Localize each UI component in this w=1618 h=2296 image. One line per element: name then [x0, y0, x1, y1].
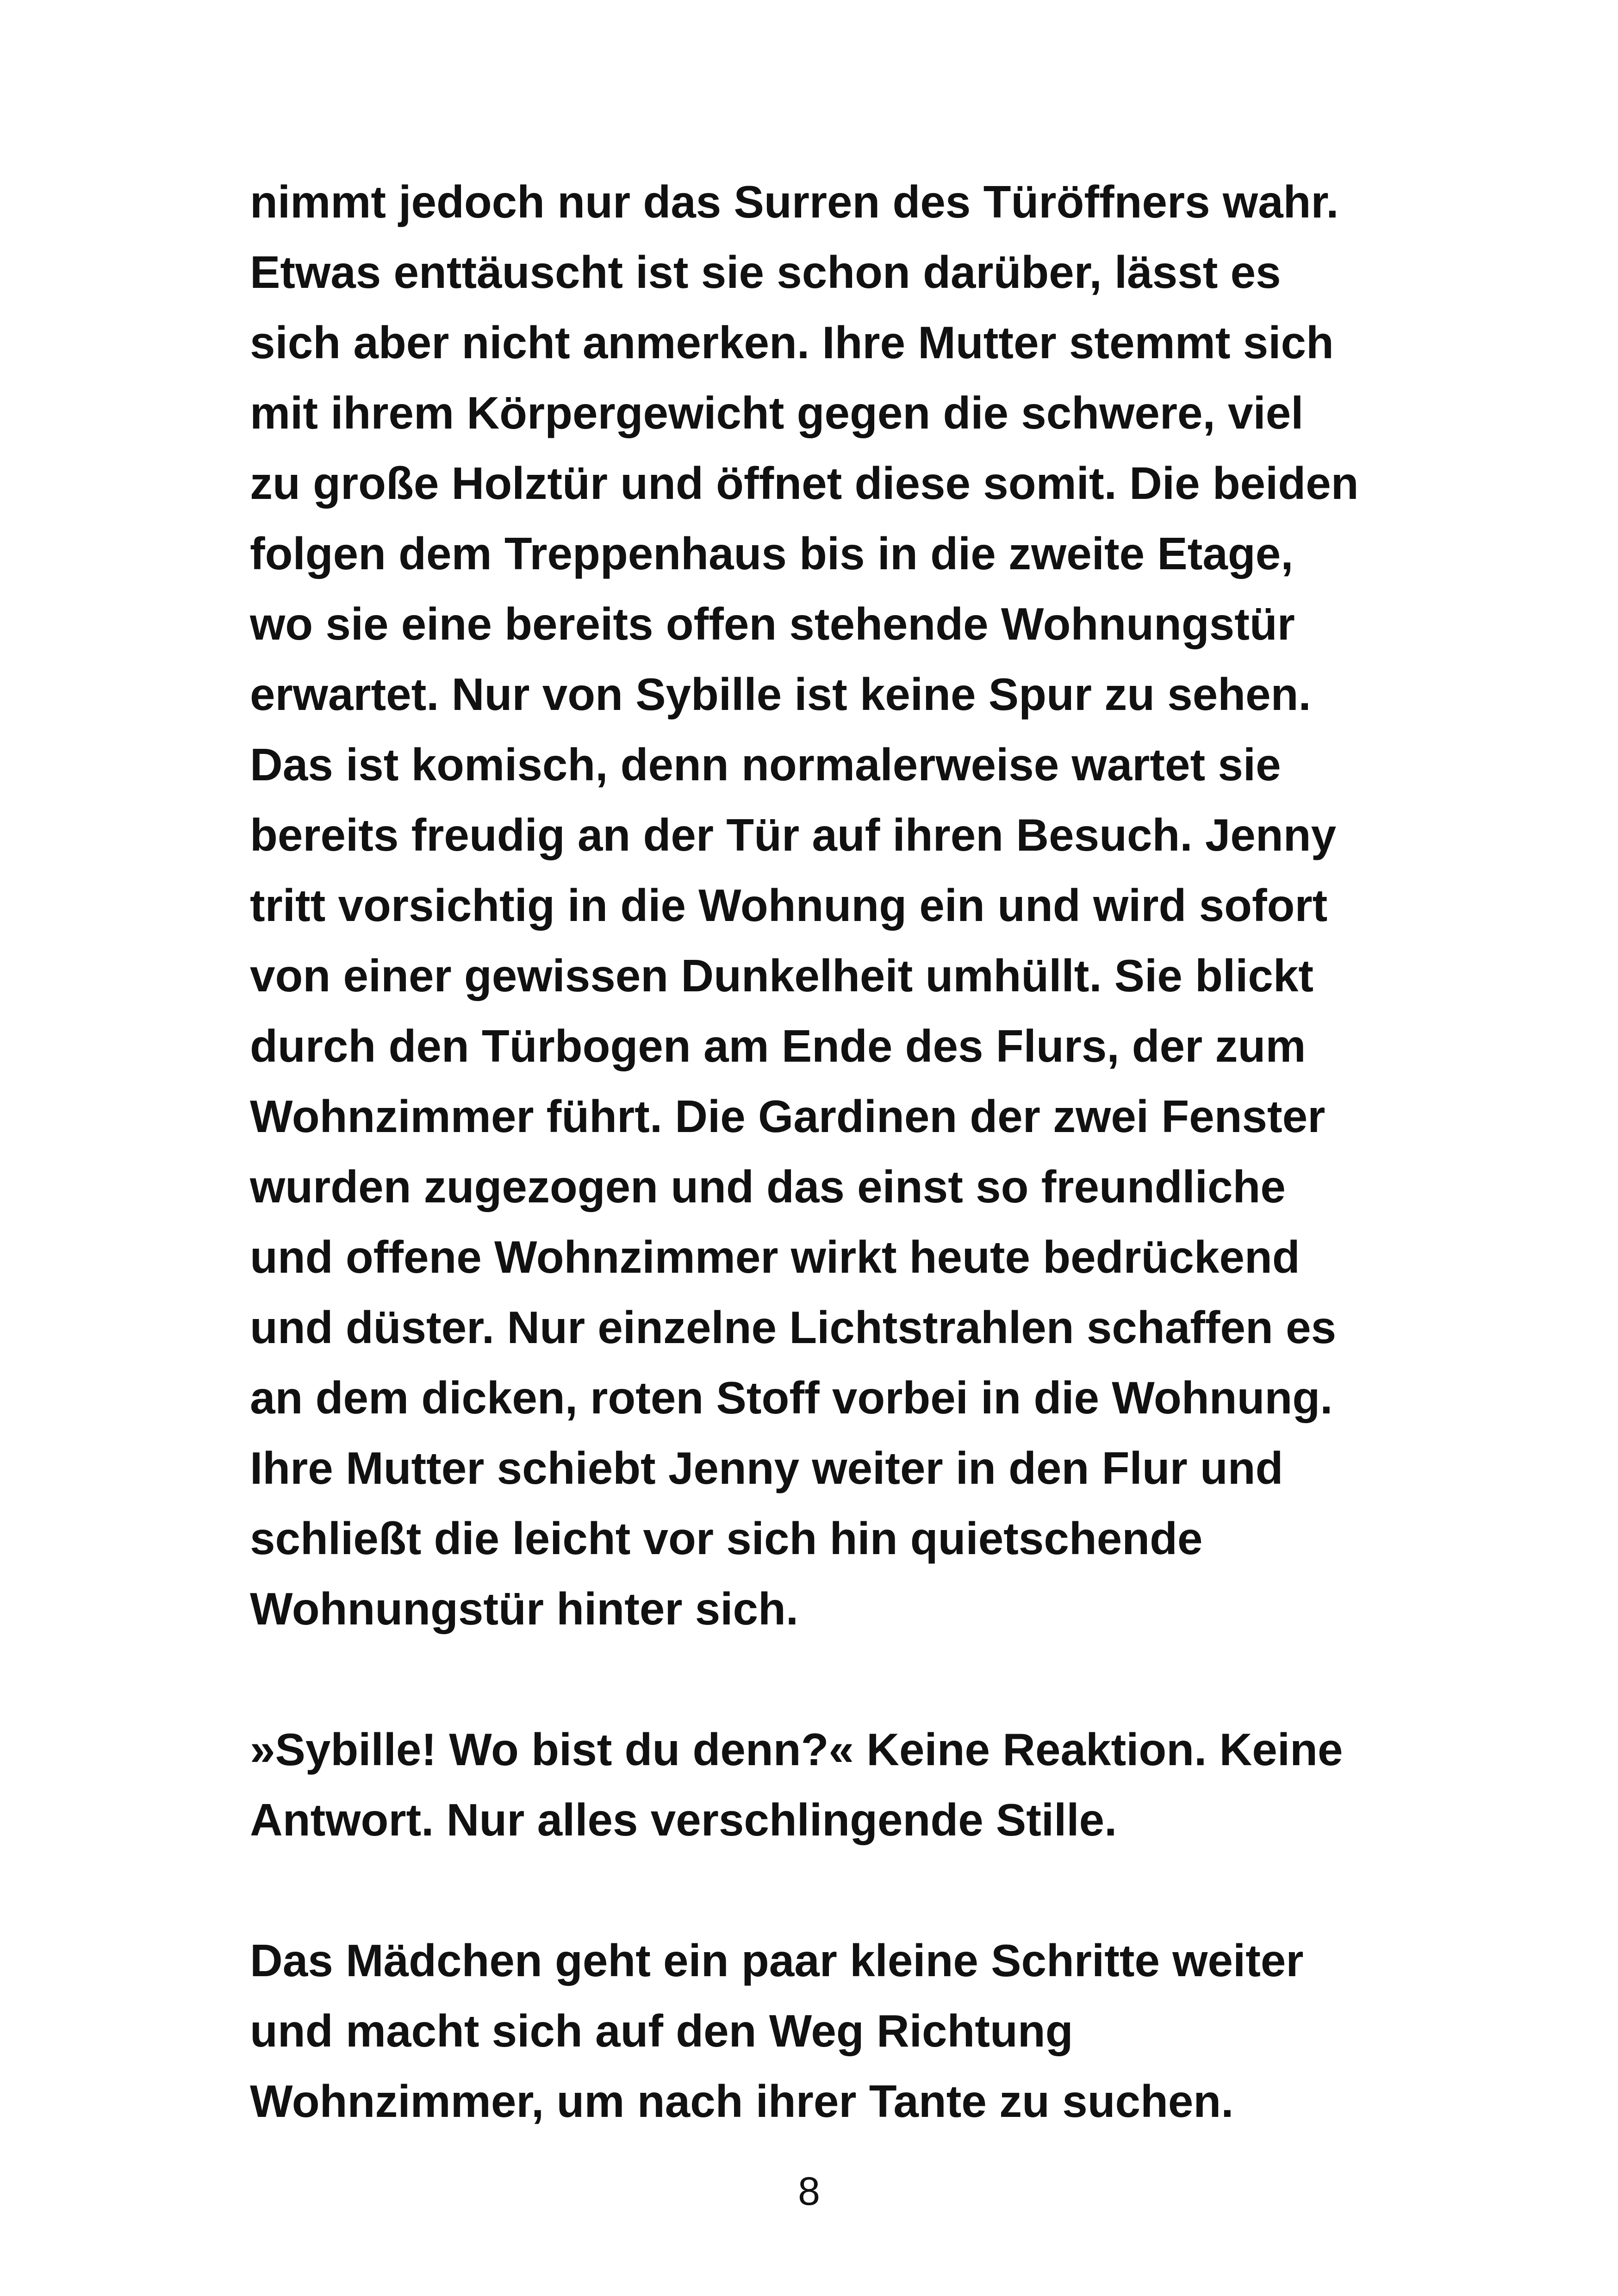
text-line: erwartet. Nur von Sybille ist keine Spur zu sehen. — [250, 669, 1311, 720]
text-line: mit ihrem Körpergewicht gegen die schwere, viel — [250, 387, 1304, 438]
text-line: Ihre Mutter schiebt Jenny weiter in den Flur und — [250, 1443, 1283, 1493]
text-line: zu große Holztür und öffnet diese somit. Die beiden — [250, 458, 1359, 509]
text-line: Wohnzimmer führt. Die Gardinen der zwei Fenster — [250, 1091, 1326, 1142]
paragraph-spacer — [250, 1644, 1500, 1714]
text-line: Wohnzimmer, um nach ihrer Tante zu suchen. — [250, 2076, 1234, 2127]
page-number: 8 — [798, 2169, 820, 2214]
text-line: »Sybille! Wo bist du denn?« Keine Reaktion. Keine — [250, 1724, 1343, 1775]
paragraph-1 — [250, 167, 1500, 1644]
text-line: tritt vorsichtig in die Wohnung ein und wird sofort — [250, 880, 1328, 931]
text-line: schließt die leicht vor sich hin quietschende — [250, 1513, 1203, 1564]
page-text — [250, 167, 1500, 2136]
text-line: von einer gewissen Dunkelheit umhüllt. Sie blickt — [250, 950, 1314, 1001]
text-line: wurden zugezogen und das einst so freundliche — [250, 1161, 1286, 1212]
text-line: sich aber nicht anmerken. Ihre Mutter stemmt sich — [250, 317, 1334, 368]
text-line: bereits freudig an der Tür auf ihren Besuch. Jenny — [250, 809, 1337, 860]
text-line: Das ist komisch, denn normalerweise wartet sie — [250, 739, 1281, 790]
text-line: durch den Türbogen am Ende des Flurs, der zum — [250, 1020, 1306, 1071]
text-line: Etwas enttäuscht ist sie schon darüber, lässt es — [250, 247, 1281, 298]
paragraph-spacer — [250, 1855, 1500, 1925]
text-line: folgen dem Treppenhaus bis in die zweite Etage, — [250, 528, 1294, 579]
text-line: und macht sich auf den Weg Richtung — [250, 2005, 1073, 2056]
text-line: wo sie eine bereits offen stehende Wohnungstür — [250, 598, 1295, 649]
paragraph-3 — [250, 1925, 1500, 2136]
paragraph-2 — [250, 1714, 1500, 1855]
text-line: Das Mädchen geht ein paar kleine Schritte weiter — [250, 1935, 1304, 1986]
text-line: nimmt jedoch nur das Surren des Türöffners wahr. — [250, 176, 1339, 227]
text-line: und düster. Nur einzelne Lichtstrahlen schaffen es — [250, 1302, 1337, 1353]
text-line: Wohnungstür hinter sich. — [250, 1583, 799, 1634]
text-line: an dem dicken, roten Stoff vorbei in die Wohnung. — [250, 1372, 1333, 1423]
text-line: Antwort. Nur alles verschlingende Stille. — [250, 1794, 1117, 1845]
text-line: und offene Wohnzimmer wirkt heute bedrückend — [250, 1232, 1300, 1282]
